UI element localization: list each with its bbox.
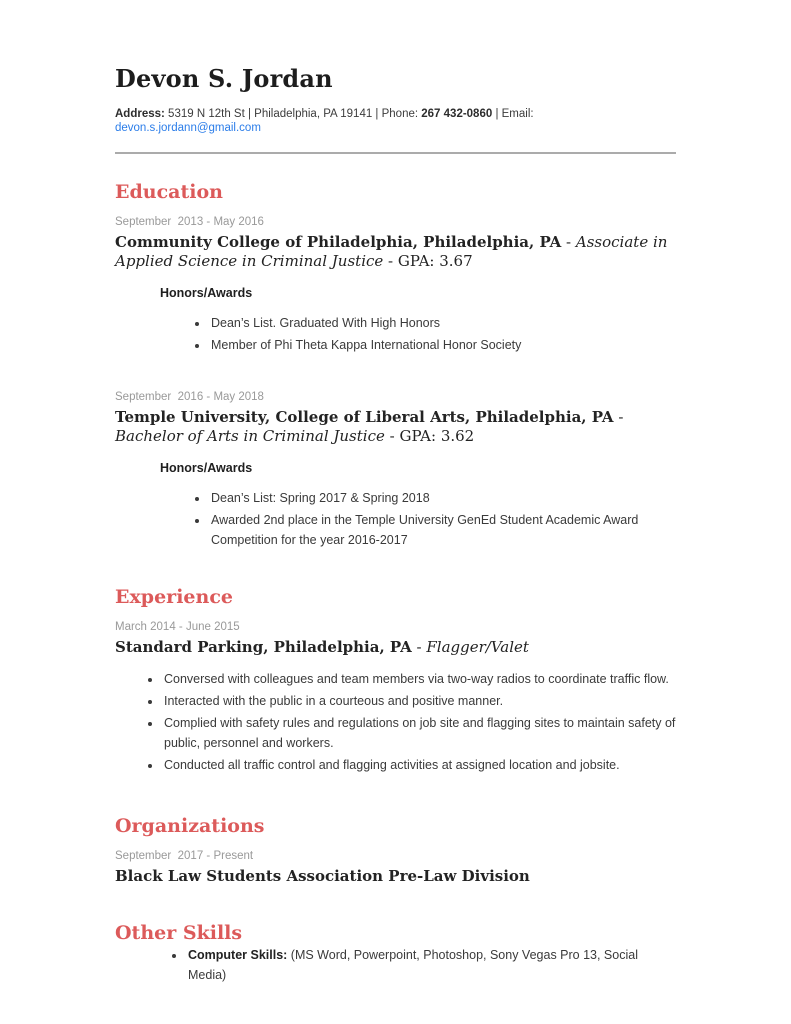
entry-dates: March 2014 - June 2015 — [115, 621, 240, 633]
section-heading-experience: Experience — [115, 586, 233, 608]
skill-label: Computer Skills: — [188, 948, 288, 962]
list-item — [186, 945, 676, 985]
list-item: • Conversed with colleagues and team members via two-way radios to coordinate traffic flow. — [162, 669, 676, 689]
education-entry-ccp — [115, 216, 676, 355]
gpa-value: GPA: 3.62 — [399, 427, 475, 445]
school-name: Community College of Philadelphia, Philadelphia, PA — [115, 233, 562, 251]
organization-entry — [115, 850, 676, 886]
list-item: • Complied with safety rules and regulations on job site and flagging sites to maintain safety of public, personnel and workers. — [162, 713, 676, 753]
contact-line — [115, 107, 676, 135]
education-entry-temple — [115, 391, 676, 550]
entry-dates: September 2017 - Present — [115, 850, 254, 862]
phone-number: 267 432-0860 — [421, 108, 493, 120]
email-separator: | Email: — [492, 108, 534, 120]
honors-list — [115, 488, 676, 550]
resume-name: Devon S. Jordan — [115, 64, 333, 93]
entry-title — [115, 867, 676, 886]
list-item: • Interacted with the public in a courteous and positive manner. — [162, 691, 676, 711]
list-item: • Dean’s List. Graduated With High Honors — [209, 313, 676, 333]
organization-name: Black Law Students Association Pre-Law Division — [115, 867, 530, 885]
header-divider — [115, 152, 676, 154]
address-text: 5319 N 12th St | Philadelphia, PA 19141 | Phone: — [164, 108, 422, 120]
email-link[interactable]: devon.s.jordann@gmail.com — [115, 122, 261, 134]
gpa-value: GPA: 3.67 — [397, 252, 473, 270]
entry-title — [115, 408, 676, 446]
list-item: • Awarded 2nd place in the Temple University GenEd Student Academic Award Competition for the year 2016-2017 — [209, 510, 676, 550]
experience-entry — [115, 621, 676, 775]
entry-dates: September 2013 - May 2016 — [115, 216, 264, 228]
job-role: Flagger/Valet — [426, 638, 529, 656]
entry-dates: September 2016 - May 2018 — [115, 391, 264, 403]
separator: - — [384, 427, 400, 445]
separator: - — [561, 233, 576, 251]
experience-duties-list — [115, 669, 676, 775]
list-item: • Conducted all traffic control and flagging activities at assigned location and jobsite. — [162, 755, 676, 775]
degree-name: Associate in Applied Science in Criminal Justice — [115, 233, 668, 270]
skill-text: (MS Word, Powerpoint, Photoshop, Sony Vegas Pro 13, Social Media) — [188, 948, 638, 982]
separator: - — [613, 408, 624, 426]
honors-awards-heading: Honors/Awards — [160, 461, 253, 475]
section-heading-other-skills: Other Skills — [115, 922, 243, 944]
section-heading-education: Education — [115, 181, 223, 203]
skills-list — [115, 945, 676, 985]
separator: - — [411, 638, 427, 656]
entry-title — [115, 233, 676, 271]
section-heading-organizations: Organizations — [115, 815, 265, 837]
list-item: • Member of Phi Theta Kappa International Honor Society — [209, 335, 676, 355]
address-label: Address: — [115, 108, 165, 120]
honors-list — [115, 313, 676, 355]
school-name: Temple University, College of Liberal Arts, Philadelphia, PA — [115, 408, 614, 426]
separator: - — [383, 252, 398, 270]
list-item: • Dean’s List: Spring 2017 & Spring 2018 — [209, 488, 676, 508]
entry-title — [115, 638, 676, 657]
honors-awards-heading: Honors/Awards — [160, 286, 253, 300]
degree-name: Bachelor of Arts in Criminal Justice — [115, 427, 385, 445]
company-name: Standard Parking, Philadelphia, PA — [115, 638, 412, 656]
